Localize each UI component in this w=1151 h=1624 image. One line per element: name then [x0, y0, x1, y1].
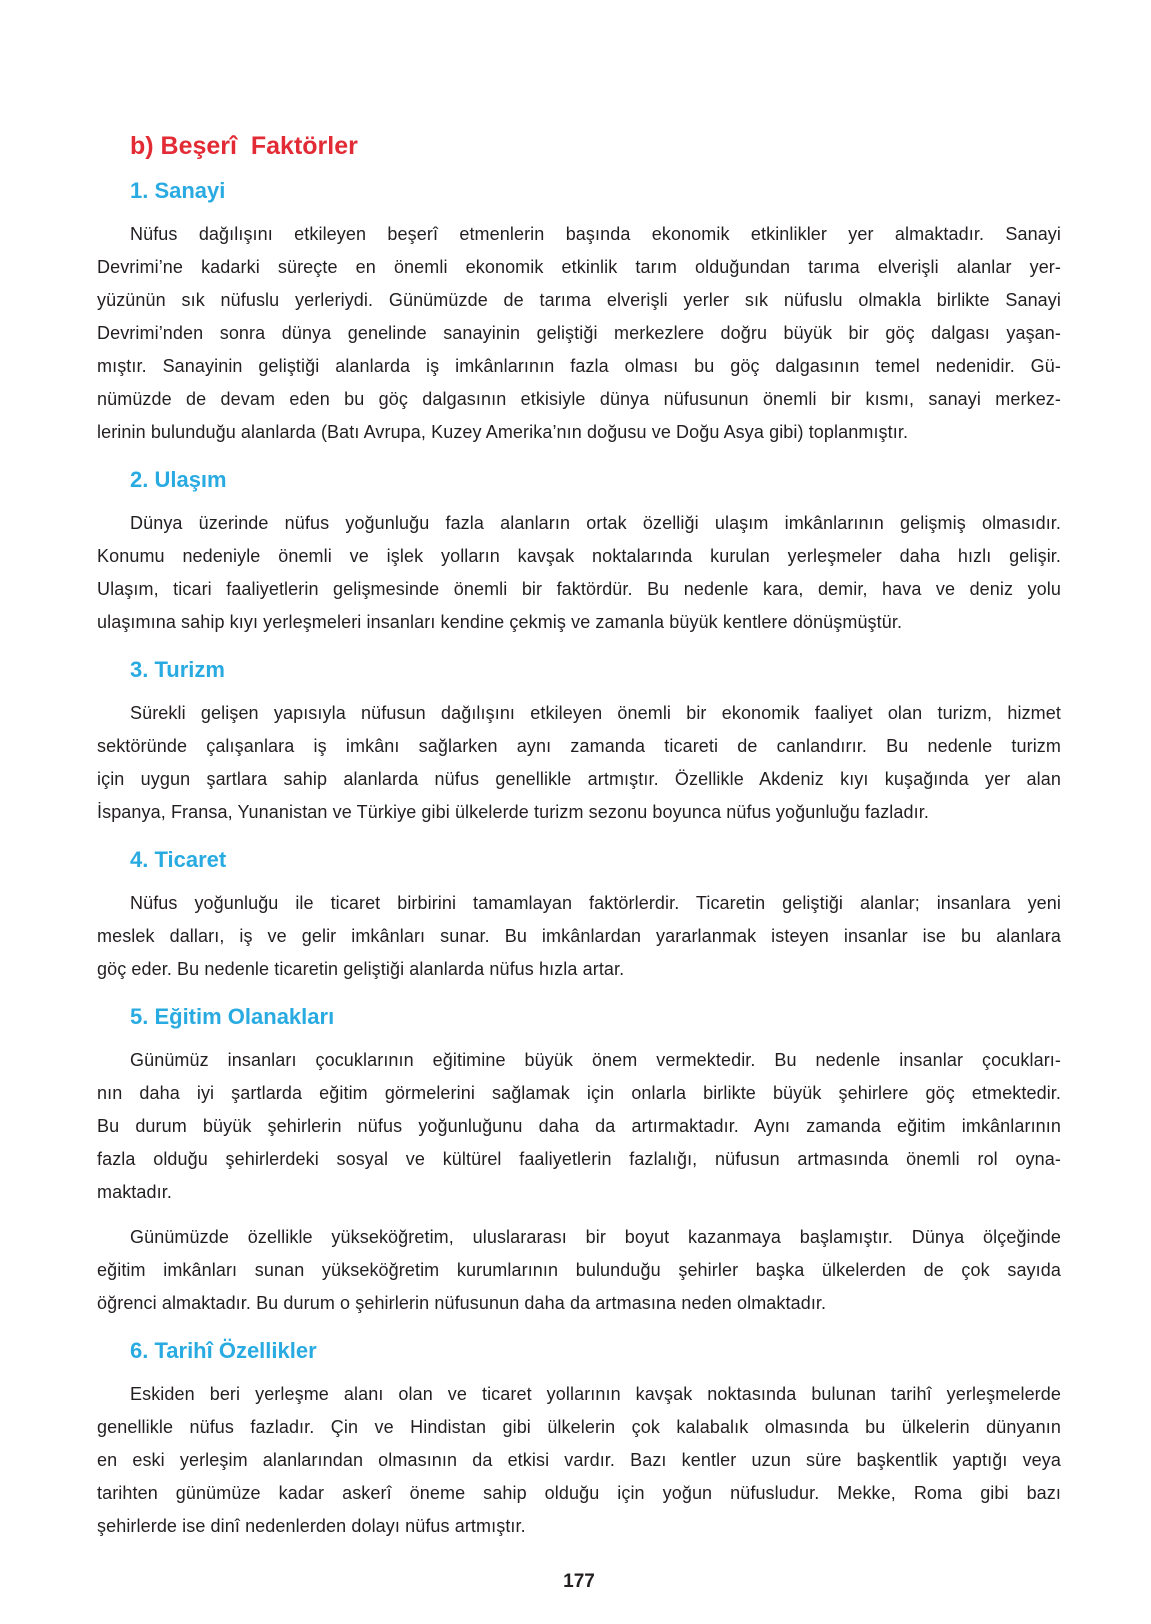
text-line: Devrimi’nden sonra dünya genelinde sanayinin geliştiği merkezlere doğru büyük bir göç dalgası yaşan-	[97, 323, 1061, 343]
text-line: en eski yerleşim alanlarından olmasının da etkisi vardır. Bazı kentler uzun süre başkentlik yaptığı veya	[97, 1450, 1061, 1470]
paragraph	[97, 1221, 1061, 1320]
section-3	[97, 657, 1061, 829]
paragraph	[97, 218, 1061, 449]
text-line: eğitim imkânları sunan yükseköğretim kurumlarının bulunduğu şehirler başka ülkelerden de çok sayıda	[97, 1260, 1061, 1280]
text-line: Nüfus yoğunluğu ile ticaret birbirini tamamlayan faktörlerdir. Ticaretin geliştiği alanlar; insanlara yeni	[130, 893, 1061, 913]
section-heading: 1. Sanayi	[130, 178, 226, 203]
text-line: Konumu nedeniyle önemli ve işlek yolların kavşak noktalarında kurulan yerleşmeler daha hızlı gelişir.	[97, 546, 1061, 566]
text-line: Ulaşım, ticari faaliyetlerin gelişmesinde önemli bir faktördür. Bu nedenle kara, demir, hava ve deniz yolu	[97, 579, 1061, 599]
paragraph	[97, 887, 1061, 986]
section-1	[97, 178, 1061, 449]
section-heading: 3. Turizm	[130, 657, 225, 682]
text-line: Nüfus dağılışını etkileyen beşerî etmenlerin başında ekonomik etkinlikler yer almaktadır. Sanayi	[130, 224, 1061, 244]
text-line: Günümüzde özellikle yükseköğretim, uluslararası bir boyut kazanmaya başlamıştır. Dünya ölçeğinde	[130, 1227, 1061, 1247]
text-line: nın daha iyi şartlarda eğitim görmelerini sağlamak için onlarla birlikte büyük şehirlere göç etmektedir.	[97, 1083, 1061, 1103]
text-line: yüzünün sık nüfuslu yerleriydi. Günümüzde de tarıma elverişli yerler sık nüfuslu olmakla birlikte Sanayi	[97, 290, 1061, 310]
section-2	[97, 467, 1061, 639]
text-line: lerinin bulunduğu alanlarda (Batı Avrupa, Kuzey Amerika’nın doğusu ve Doğu Asya gibi) toplanmıştır.	[97, 422, 909, 442]
paragraph	[97, 507, 1061, 639]
text-line: Bu durum büyük şehirlerin nüfus yoğunluğunu daha da artırmaktadır. Aynı zamanda eğitim imkânlarının	[97, 1116, 1061, 1136]
page-number: 177	[563, 1571, 595, 1592]
text-line: için uygun şartlara sahip alanlarda nüfus genellikle artmıştır. Özellikle Akdeniz kıyı kuşağında yer alan	[97, 769, 1061, 789]
section-4	[97, 847, 1061, 986]
text-line: fazla olduğu şehirlerdeki sosyal ve kültürel faaliyetlerin fazlalığı, nüfusun artmasında önemli rol oyna-	[97, 1149, 1061, 1169]
text-line: İspanya, Fransa, Yunanistan ve Türkiye gibi ülkelerde turizm sezonu boyunca nüfus yoğunluğu fazladır.	[97, 802, 929, 822]
section-heading: 6. Tarihî Özellikler	[130, 1338, 317, 1363]
text-line: Devrimi’ne kadarki süreçte en önemli ekonomik etkinlik tarım olduğundan tarıma elverişli alanlar yer-	[97, 257, 1061, 277]
section-heading: 2. Ulaşım	[130, 467, 227, 492]
text-line: ulaşımına sahip kıyı yerleşmeleri insanları kendine çekmiş ve zamanla büyük kentlere dönüşmüştür.	[97, 612, 903, 632]
text-line: Günümüz insanları çocuklarının eğitimine büyük önem vermektedir. Bu nedenle insanlar çocukları-	[130, 1050, 1061, 1070]
paragraph	[97, 1044, 1061, 1209]
text-line: Eskiden beri yerleşme alanı olan ve ticaret yollarının kavşak noktasında bulunan tarihî yerleşmelerde	[130, 1384, 1061, 1404]
text-line: öğrenci almaktadır. Bu durum o şehirlerin nüfusunun daha da artmasına neden olmaktadır.	[97, 1293, 827, 1313]
text-line: sektöründe çalışanlara iş imkânı sağlarken aynı zamanda ticareti de canlandırır. Bu nedenle turizm	[97, 736, 1061, 756]
text-line: tarihten günümüze kadar askerî öneme sahip olduğu için yoğun nüfusludur. Mekke, Roma gibi bazı	[97, 1483, 1061, 1503]
text-line: maktadır.	[97, 1182, 172, 1202]
sections-container	[97, 178, 1061, 1543]
text-line: mıştır. Sanayinin geliştiği alanlarda iş imkânlarının fazla olması bu göç dalgasının temel nedenidir. Gü-	[97, 356, 1061, 376]
section-5	[97, 1004, 1061, 1320]
text-line: şehirlerde ise dinî nedenlerden dolayı nüfus artmıştır.	[97, 1516, 526, 1536]
section-heading: 5. Eğitim Olanakları	[130, 1004, 335, 1029]
paragraph	[97, 697, 1061, 829]
text-line: Dünya üzerinde nüfus yoğunluğu fazla alanların ortak özelliği ulaşım imkânlarının gelişmiş olmasıdır.	[130, 513, 1061, 533]
text-line: Sürekli gelişen yapısıyla nüfusun dağılışını etkileyen önemli bir ekonomik faaliyet olan turizm, hizmet	[130, 703, 1061, 723]
text-line: nümüzde de devam eden bu göç dalgasının etkisiyle dünya nüfusunun önemli bir kısmı, sanayi merkez-	[97, 389, 1061, 409]
text-line: genellikle nüfus fazladır. Çin ve Hindistan gibi ülkelerin çok kalabalık olmasında bu ülkelerin dünyanın	[97, 1417, 1061, 1437]
paragraph	[97, 1378, 1061, 1543]
text-line: meslek dalları, iş ve gelir imkânları sunar. Bu imkânlardan yararlanmak isteyen insanlar ise bu alanlara	[97, 926, 1061, 946]
page-title: b) Beşerî Faktörler	[130, 132, 358, 160]
section-heading: 4. Ticaret	[130, 847, 227, 872]
text-line: göç eder. Bu nedenle ticaretin geliştiği alanlarda nüfus hızla artar.	[97, 959, 625, 979]
section-6	[97, 1338, 1061, 1543]
